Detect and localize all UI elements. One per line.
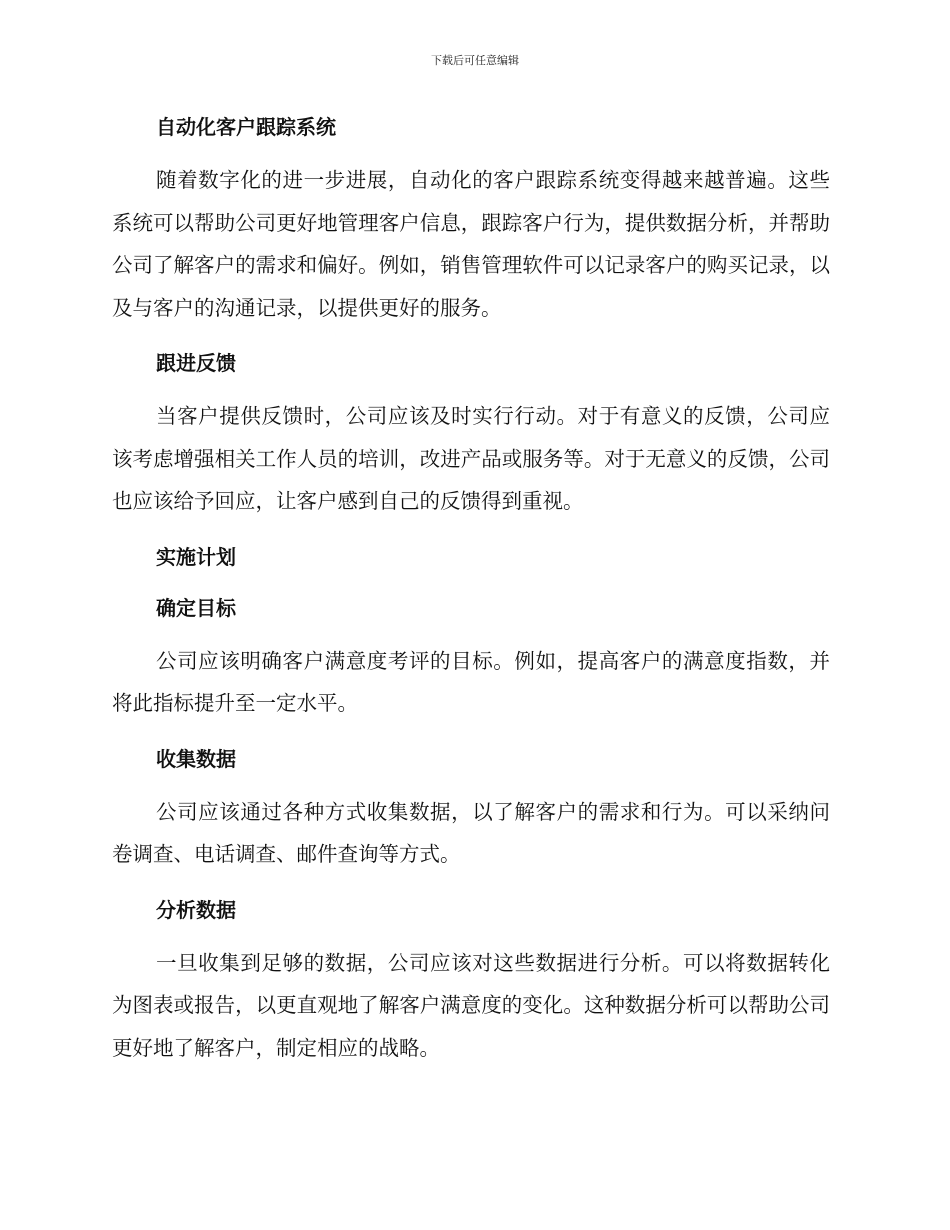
document-body [112,110,830,1069]
page-header: 下载后可任意编辑 [431,54,519,67]
section-heading-define-goals: 确定目标 [156,595,236,620]
section-heading-follow-up-feedback: 跟进反馈 [156,351,236,375]
section-heading-analyze-data: 分析数据 [156,897,236,922]
section-paragraph-define-goals: 公司应该明确客户满意度考评的目标。例如，提高客户的满意度指数，并将此指标提升至一定水平。 [112,648,830,715]
section-heading-collect-data: 收集数据 [156,746,236,771]
section-paragraph-auto-tracking: 随着数字化的进一步进展，自动化的客户跟踪系统变得越来越普遍。这些系统可以帮助公司更好地管理客户信息，跟踪客户行为，提供数据分析，并帮助公司了解客户的需求和偏好。例如，销售管理软件可以记录客户的购买记录，以及与客户的沟通记录，以提供更好的服务。 [112,168,830,320]
section-paragraph-follow-up-feedback: 当客户提供反馈时，公司应该及时实行行动。对于有意义的反馈，公司应该考虑增强相关工作人员的培训，改进产品或服务等。对于无意义的反馈，公司也应该给予回应，让客户感到自己的反馈得到重视。 [112,404,830,513]
section-heading-auto-tracking: 自动化客户跟踪系统 [156,115,336,139]
section-heading-implementation-plan: 实施计划 [156,544,236,569]
section-paragraph-analyze-data: 一旦收集到足够的数据，公司应该对这些数据进行分析。可以将数据转化为图表或报告，以更直观地了解客户满意度的变化。这种数据分析可以帮助公司更好地了解客户，制定相应的战略。 [112,950,830,1060]
section-paragraph-collect-data: 公司应该通过各种方式收集数据，以了解客户的需求和行为。可以采纳问卷调查、电话调查、邮件查询等方式。 [112,799,830,866]
